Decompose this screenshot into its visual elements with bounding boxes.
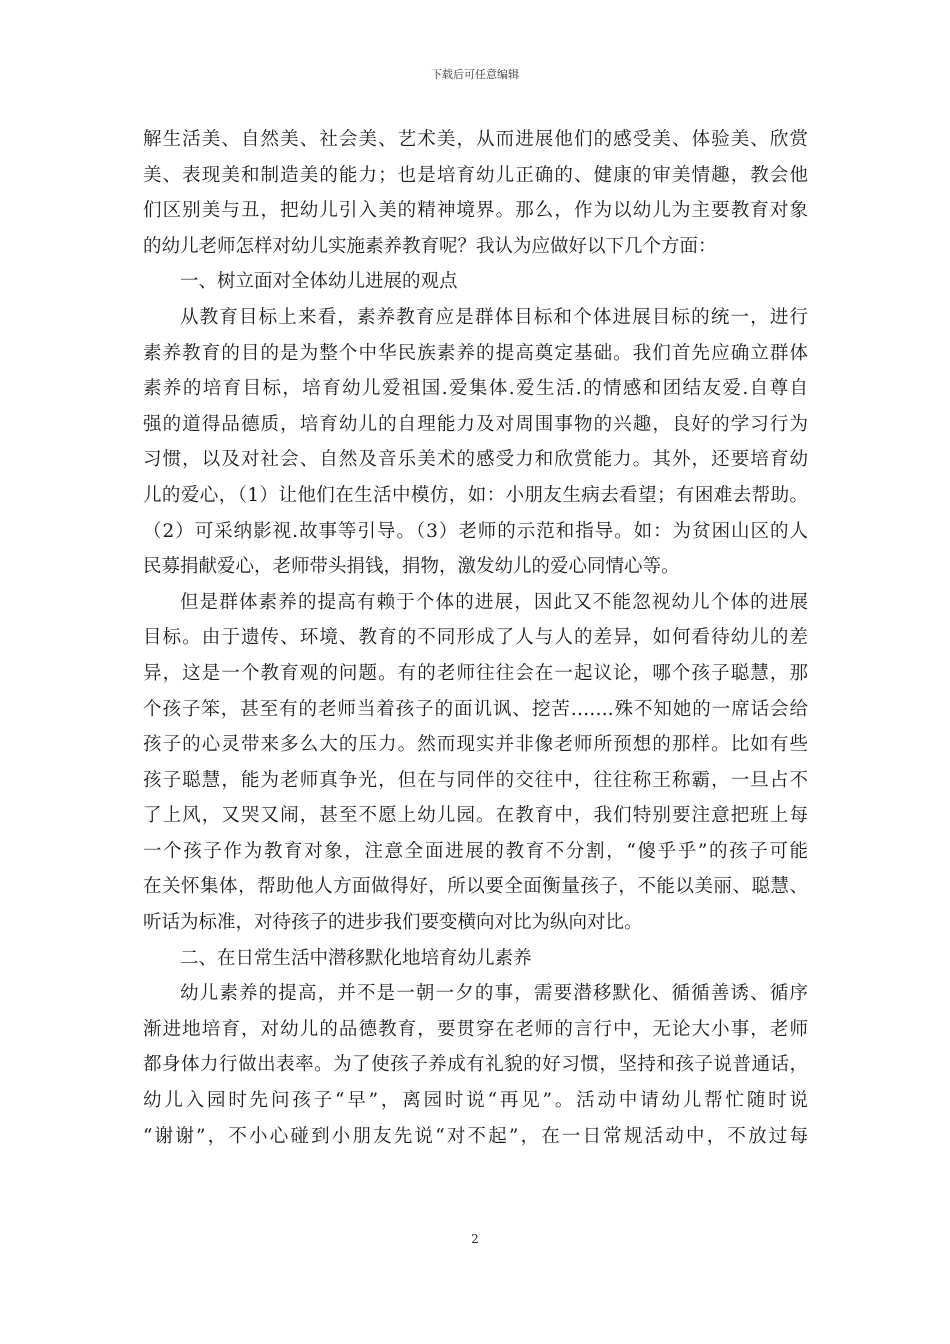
text-line: 儿的爱心，（1）让他们在生活中模仿，如：小朋友生病去看望；有困难去帮助。 bbox=[143, 484, 808, 506]
text-line: （2）可采纳影视.故事等引导。（3）老师的示范和指导。如：为贫困山区的人 bbox=[143, 520, 808, 542]
text-line: 的幼儿老师怎样对幼儿实施素养教育呢？我认为应做好以下几个方面： bbox=[143, 235, 717, 257]
text-line: 一个孩子作为教育对象，注意全面进展的教育不分割，“傻乎乎”的孩子可能 bbox=[143, 840, 808, 862]
text-line: 目标。由于遗传、环境、教育的不同形成了人与人的差异，如何看待幼儿的差 bbox=[143, 627, 808, 649]
text-line: 民募捐献爱心，老师带头捐钱，捐物，激发幼儿的爱心同情心等。 bbox=[143, 556, 680, 578]
text-line: 美、表现美和制造美的能力；也是培育幼儿正确的、健康的审美情趣，教会他 bbox=[143, 164, 808, 186]
text-line: 强的道得品德质，培育幼儿的自理能力及对周围事物的兴趣，良好的学习行为 bbox=[143, 413, 808, 435]
body-text bbox=[143, 122, 808, 1154]
text-line: 幼儿素养的提高，并不是一朝一夕的事，需要潜移默化、循循善诱、循序 bbox=[180, 983, 808, 1005]
text-line: 们区别美与丑，把幼儿引入美的精神境界。那么，作为以幼儿为主要教育对象 bbox=[143, 200, 808, 222]
page-number: 2 bbox=[471, 1232, 479, 1246]
text-line: 孩子的心灵带来多么大的压力。然而现实并非像老师所预想的那样。比如有些 bbox=[143, 734, 808, 756]
section-heading-1: 一、树立面对全体幼儿进展的观点 bbox=[180, 271, 458, 293]
text-line: 习惯，以及对社会、自然及音乐美术的感受力和欣赏能力。其外，还要培育幼 bbox=[143, 449, 808, 471]
text-line: 了上风，又哭又闹，甚至不愿上幼儿园。在教育中，我们特别要注意把班上每 bbox=[143, 805, 808, 827]
text-line: 个孩子笨，甚至有的老师当着孩子的面讥讽、挖苦…….殊不知她的一席话会给 bbox=[143, 698, 808, 720]
text-line: 渐进地培育，对幼儿的品德教育，要贯穿在老师的言行中，无论大小事，老师 bbox=[143, 1018, 808, 1040]
text-line: 素养的培育目标，培育幼儿爱祖国.爱集体.爱生活.的情感和团结友爱.自尊自 bbox=[143, 378, 808, 400]
page-header: 下载后可任意编辑 bbox=[431, 68, 519, 81]
text-line: 异，这是一个教育观的问题。有的老师往往会在一起议论，哪个孩子聪慧，那 bbox=[143, 662, 808, 684]
text-line: 幼儿入园时先问孩子“早”，离园时说“再见”。活动中请幼儿帮忙随时说 bbox=[143, 1090, 808, 1112]
text-line: 但是群体素养的提高有赖于个体的进展，因此又不能忽视幼儿个体的进展 bbox=[180, 591, 808, 613]
text-line: 听话为标准，对待孩子的进步我们要变横向对比为纵向对比。 bbox=[143, 912, 643, 934]
text-line: 孩子聪慧，能为老师真争光，但在与同伴的交往中，往往称王称霸，一旦占不 bbox=[143, 769, 808, 791]
text-line: 在关怀集体，帮助他人方面做得好，所以要全面衡量孩子，不能以美丽、聪慧、 bbox=[143, 876, 808, 898]
text-line: 都身体力行做出表率。为了使孩子养成有礼貌的好习惯，坚持和孩子说普通话， bbox=[143, 1054, 808, 1076]
text-line: 素养教育的目的是为整个中华民族素养的提高奠定基础。我们首先应确立群体 bbox=[143, 342, 808, 364]
text-line: “谢谢”，不小心碰到小朋友先说“对不起”，在一日常规活动中，不放过每 bbox=[143, 1125, 808, 1147]
text-line: 解生活美、自然美、社会美、艺术美，从而进展他们的感受美、体验美、欣赏 bbox=[143, 129, 808, 150]
text-line: 从教育目标上来看，素养教育应是群体目标和个体进展目标的统一，进行 bbox=[180, 306, 808, 328]
section-heading-2: 二、在日常生活中潜移默化地培育幼儿素养 bbox=[180, 947, 532, 969]
